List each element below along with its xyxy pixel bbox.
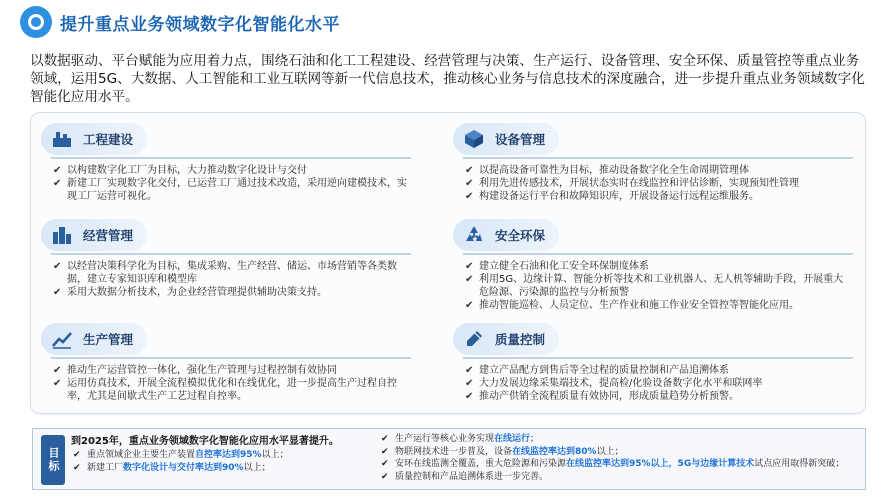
section-list <box>463 157 853 203</box>
goal-item: ✔ 质量控制和产品追溯体系进一步完善。 <box>381 471 549 482</box>
section-header <box>453 219 559 251</box>
goal-box <box>32 428 866 490</box>
goal-item: ✔ 物联网技术进一步普及，设备在线监控率达到80%以上； <box>381 446 624 457</box>
section-list <box>463 253 853 312</box>
list-item: ✔ 利用5G、边缘计算、智能分析等技术和工业机器人、无人机等辅助手段，开展重大危险源、污染源的监控与分析预警 <box>465 274 844 298</box>
engineering-icon <box>51 128 73 150</box>
list-item: ✔ 大力发展边缘采集端技术，提高检/化验设备数字化水平和联网率 <box>465 378 763 389</box>
goal-item: ✔ 重点领域企业主要生产装置自控率达到95%以上； <box>73 450 289 460</box>
section-list <box>51 157 411 203</box>
goal-left-column <box>71 435 371 474</box>
list-item: ✔ 运用仿真技术，开展全流程模拟优化和在线优化，进一步提高生产过程自控率，尤其是间歇式生产工艺过程自控率。 <box>53 378 397 402</box>
list-item: ✔ 以经营决策科学化为目标，集成采购、生产经营、储运、市场营销等各类数据，建立专家知识库和模型库 <box>53 261 397 285</box>
list-item: ✔ 构建设备运行平台和故障知识库，开展设备运行远程运维服务。 <box>465 191 759 202</box>
section-list <box>51 253 411 299</box>
goal-label: 目标 <box>41 435 65 485</box>
pen-icon <box>463 328 485 350</box>
goal-item: ✔ 安环在线监测全覆盖，重大危险源和污染源在线监控率达到95%以上，5G与边缘计算技术试点应用取得新突破； <box>381 459 845 469</box>
section-title: 设备管理 <box>495 132 546 147</box>
goal-right-column <box>379 433 863 483</box>
intro-paragraph: 以数据驱动、平台赋能为应用着力点，围绕石油和化工工程建设、经营管理与决策、生产运行、设备管理、安全环保、质量管控等重点业务领域，运用5G、大数据、人工智能和工业互联网等新一代信息技术，推动核心业务与信息技术的深度融合，进一步提升重点业务领域数字化智能化应用水平。 <box>30 53 865 105</box>
list-item: ✔ 推动生产运营管控一体化，强化生产管理与过程控制有效协同 <box>53 365 337 376</box>
list-item: ✔ 建立产品配方到售后等全过程的质量控制和产品追溯体系 <box>465 365 729 376</box>
section-header <box>41 219 147 251</box>
page-title: 提升重点业务领域数字化智能化水平 <box>60 15 340 35</box>
section-title: 工程建设 <box>83 132 134 147</box>
section-title: 质量控制 <box>495 332 546 347</box>
building-icon <box>51 224 73 246</box>
section-list <box>51 357 411 403</box>
line-chart-icon <box>51 328 73 350</box>
section-title: 经营管理 <box>83 228 134 243</box>
list-item: ✔ 建立健全石油和化工安全环保制度体系 <box>465 261 649 272</box>
section-header <box>453 123 559 155</box>
cube-icon <box>463 128 485 150</box>
list-item: ✔ 采用大数据分析技术，为企业经营管理提供辅助决策支持。 <box>53 287 327 298</box>
section-header <box>41 323 147 355</box>
goal-item: ✔ 生产运行等核心业务实现在线运行； <box>381 434 540 444</box>
goal-heading: 到2025年，重点业务领域数字化智能化应用水平显著提升。 <box>71 436 339 447</box>
list-item: ✔ 新建工厂实现数字化交付，已运营工厂通过技术改造，采用逆向建模技术，实现工厂运营可视化。 <box>53 178 407 202</box>
goal-item: ✔ 新建工厂数字化设计与交付率达到90%以上； <box>73 462 271 473</box>
header <box>0 0 888 44</box>
target-circle-icon <box>20 6 52 38</box>
list-item: ✔ 以提高设备可靠性为目标，推动设备数字化全生命周期管理体 <box>465 165 749 176</box>
list-item: ✔ 利用先进传感技术，开展状态实时在线监控和评估诊断，实现预知性管理 <box>465 178 799 189</box>
recycle-icon <box>463 224 485 246</box>
section-list <box>463 357 853 403</box>
section-header <box>453 323 559 355</box>
section-title: 安全环保 <box>495 228 546 243</box>
section-title: 生产管理 <box>83 332 134 347</box>
list-item: ✔ 推动智能巡检、人员定位、生产作业和施工作业安全管控等智能化应用。 <box>465 300 799 311</box>
list-item: ✔ 以构建数字化工厂为目标，大力推动数字化设计与交付 <box>53 165 307 176</box>
content-panel <box>30 112 866 414</box>
list-item: ✔ 推动产供销全流程质量有效协同，形成质量趋势分析预警。 <box>465 391 739 402</box>
section-header <box>41 123 147 155</box>
